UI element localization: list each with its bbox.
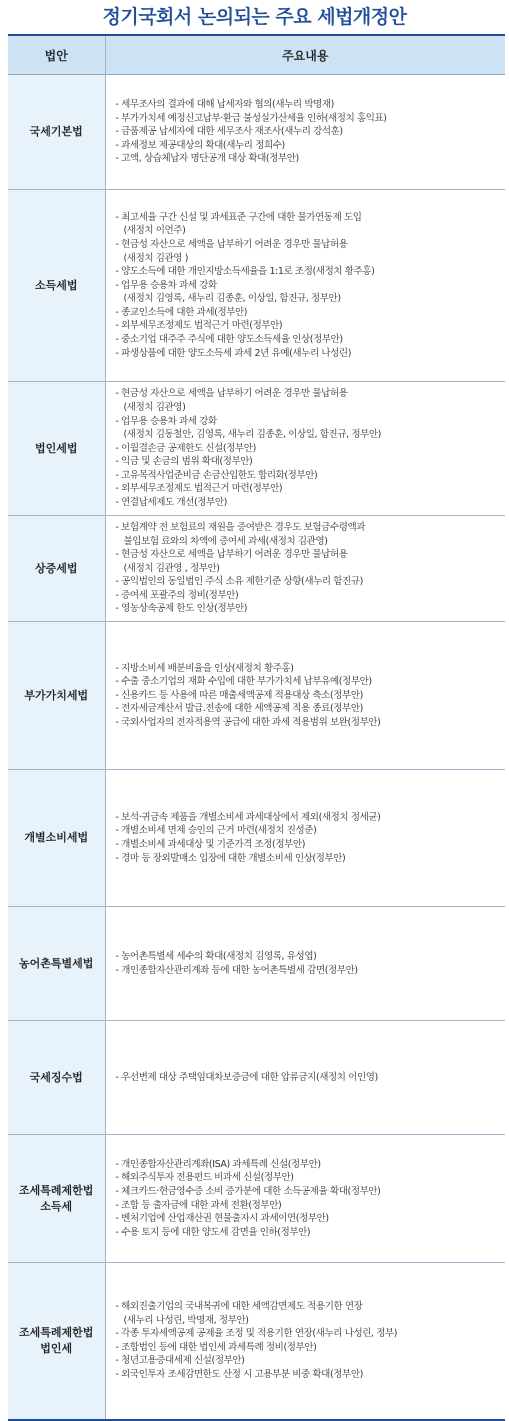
- list-item: - 현금성 자산으로 세액을 납부하기 어려운 경우만 물납허용: [115, 549, 348, 561]
- list-item: - 금품제공 납세자에 대한 세무조사 재조사(새누리 강석훈): [115, 126, 343, 138]
- law-name-cell: [8, 190, 105, 382]
- table-row: [8, 382, 505, 516]
- content-cell: [105, 1135, 505, 1263]
- list-item: (새정치 이언주): [123, 225, 186, 237]
- table-row: [8, 770, 505, 907]
- law-name-cell: [8, 516, 105, 622]
- list-item: - 영농상속공제 한도 인상(정부안): [115, 603, 248, 615]
- list-item: - 조합 등 출자금에 대한 과세 전환(정부안): [115, 1199, 282, 1211]
- list-item: - 공익법인의 동일법인 주식 소유 제한기준 상향(새누리 함진규): [115, 576, 363, 588]
- law-name-cell: [8, 1263, 105, 1420]
- list-item: - 수출 중소기업의 재화 수입에 대한 부가가치세 납부유예(정부안): [115, 676, 372, 688]
- content-column-header: 주요내용: [105, 35, 505, 75]
- list-item: - 청년고용증대세제 신설(정부안): [115, 1355, 245, 1367]
- list-item: - 외부세무조정제도 법적근거 마련(정부안): [115, 320, 283, 332]
- content-cell: [105, 382, 505, 516]
- list-item: - 개인종합자산관리계좌(ISA) 과세특례 신설(정부안): [115, 1158, 321, 1170]
- content-list: [116, 211, 502, 361]
- law-name-cell: [8, 382, 105, 516]
- content-list: [116, 1071, 502, 1085]
- list-item: - 연결납세제도 개선(정부안): [115, 497, 227, 509]
- content-cell: [105, 516, 505, 622]
- list-item: (새정치 김관영 ): [123, 252, 189, 264]
- law-name-line: 조세특례제한법: [19, 1325, 94, 1339]
- table-row: [8, 1135, 505, 1263]
- list-item: - 부가가치세 예정신고납부·환급 불성실가산세율 인하(새정치 홍익표): [115, 112, 387, 124]
- law-name-line: 농어촌특별세법: [19, 956, 94, 970]
- law-column-header: 법안: [8, 35, 105, 75]
- law-name-line: 부가가치세법: [24, 688, 89, 702]
- list-item: - 벤처기업에 산업재산권 현물출자시 과세이연(정부안): [115, 1213, 329, 1225]
- content-cell: [105, 907, 505, 1021]
- law-name-cell: [8, 907, 105, 1021]
- list-item: - 외부세무조정제도 법적근거 마련(정부안): [115, 483, 283, 495]
- content-cell: [105, 622, 505, 770]
- list-item: (새정치 김관영 , 정부안): [123, 562, 220, 574]
- list-item: - 증여세 포괄주의 정비(정부안): [115, 589, 239, 601]
- page-title: 정기국회서 논의되는 주요 세법개정안: [102, 6, 407, 28]
- table-row: [8, 516, 505, 622]
- list-item: (새정치 김동철안, 김영록, 새누리 김종훈, 이상일, 함진규, 정부안): [123, 429, 381, 441]
- list-item: - 양도소득에 대한 개인지방소득세율을 1:1로 조정(새정치 황주홍): [115, 266, 375, 278]
- content-list: [116, 662, 502, 730]
- list-item: - 익금 및 손금의 범위 확대(정부안): [115, 456, 253, 468]
- law-name-cell: [8, 1135, 105, 1263]
- law-name-line: 조세특례제한법: [19, 1183, 94, 1197]
- list-item: - 파생상품에 대한 양도소득세 과세 2년 유예(새누리 나성린): [115, 347, 351, 359]
- list-item: (새정치 김영록, 새누리 김종훈, 이상일, 함진규, 정부안): [123, 293, 341, 305]
- list-item: - 개별소비세 면제 승인의 근거 마련(새정치 진성준): [115, 825, 317, 837]
- tax-bill-table: [8, 34, 505, 1421]
- list-item: - 최고세율 구간 신설 및 과세표준 구간에 대한 물가연동제 도입: [115, 211, 362, 223]
- list-item: - 보석·귀금속 제품을 개별소비세 과세대상에서 제외(새정치 정세균): [115, 811, 381, 823]
- list-item: - 우선변제 대상 주택임대차보증금에 대한 압류금지(새정치 이인영): [115, 1071, 378, 1083]
- law-name-line: 소득세법: [34, 278, 78, 292]
- list-item: - 지방소비세 배분비율을 인상(새정치 황주홍): [115, 662, 294, 674]
- content-cell: [105, 75, 505, 190]
- list-item: - 조합법인 등에 대한 법인세 과세특례 정비(정부안): [115, 1341, 317, 1353]
- list-item: - 종교인소득에 대한 과세(정부안): [115, 306, 248, 318]
- list-item: - 해외주식투자 전용펀드 비과세 신설(정부안): [115, 1172, 294, 1184]
- law-name-line: 개별소비세법: [24, 831, 89, 844]
- law-name-line: 상증세법: [34, 561, 78, 575]
- law-name-line: 소득세: [40, 1199, 73, 1213]
- list-item: - 보험계약 전 보험료의 재원을 증여받은 경우도 보험금수령액과: [115, 521, 366, 533]
- list-item: - 세무조사의 결과에 대해 납세자와 협의(새누리 박명재): [115, 99, 334, 111]
- list-item: - 신용카드 등 사용에 따른 매출세액공제 적용대상 축소(정부안): [115, 689, 363, 701]
- list-item: 불입보험 료와의 차액에 증여세 과세(새정치 김관영): [123, 535, 328, 547]
- content-list: [116, 950, 502, 977]
- list-item: - 각종 투자세액공제 공제율 조정 및 적용기한 연장(새누리 나성린, 정부): [115, 1328, 398, 1340]
- law-name-cell: [8, 75, 105, 190]
- list-item: - 농어촌특별세 세수의 확대(새정치 김영록, 유성엽): [115, 950, 317, 962]
- list-item: - 전자세금계산서 발급.전송에 대한 세액공제 적용 종료(정부안): [115, 703, 363, 715]
- table-row: [8, 1263, 505, 1420]
- law-name-cell: [8, 770, 105, 907]
- table-header-row: [8, 35, 505, 75]
- list-item: - 현금성 자산으로 세액을 납부하기 어려운 경우만 물납허용: [115, 238, 348, 250]
- list-item: - 경마 등 장외발매소 입장에 대한 개별소비세 인상(정부안): [115, 852, 346, 864]
- law-name-line: 법인세법: [34, 441, 78, 455]
- law-name-line: 국세징수법: [29, 1070, 83, 1084]
- list-item: - 업무용 승용차 과세 강화: [115, 279, 217, 291]
- content-list: [116, 1158, 502, 1240]
- list-item: - 중소기업 대주주 주식에 대한 양도소득세율 인상(정부안): [115, 334, 343, 346]
- table-row: [8, 622, 505, 770]
- content-cell: [105, 1263, 505, 1420]
- content-list: [116, 811, 502, 865]
- law-name-line: 국세기본법: [29, 125, 83, 138]
- table-row: [8, 75, 505, 190]
- list-item: - 고액, 상습체납자 명단공개 대상 확대(정부안): [115, 153, 299, 165]
- list-item: - 외국인투자 조세감면한도 산정 시 고용부분 비중 확대(정부안): [115, 1368, 363, 1380]
- law-name-cell: [8, 622, 105, 770]
- list-item: - 국외사업자의 전자적용역 공급에 대한 과세 적용범위 보완(정부안): [115, 716, 381, 728]
- content-list: [116, 1300, 502, 1382]
- table-row: [8, 190, 505, 382]
- list-item: (새누리 나성린, 박명재, 정부안): [123, 1314, 249, 1326]
- content-list: [116, 387, 502, 509]
- list-item: - 개인종합자산관리계좌 등에 대한 농어촌특별세 감면(정부안): [115, 964, 358, 976]
- list-item: - 이월결손금 공제한도 신설(정부안): [115, 442, 256, 454]
- list-item: - 해외진출기업의 국내복귀에 대한 세액감면제도 적용기한 연장: [115, 1300, 363, 1312]
- list-item: - 현금성 자산으로 세액을 납부하기 어려운 경우만 물납허용: [115, 388, 348, 400]
- table-row: [8, 907, 505, 1021]
- list-item: - 수용 토지 등에 대한 양도세 감면율 인하(정부안): [115, 1226, 311, 1238]
- list-item: (새정치 김관영): [123, 401, 186, 413]
- content-list: [116, 98, 502, 166]
- list-item: - 개별소비세 과세대상 및 기준가격 조정(정부안): [115, 839, 306, 850]
- law-name-cell: [8, 1021, 105, 1135]
- content-cell: [105, 770, 505, 907]
- law-name-line: 법인세: [40, 1341, 73, 1355]
- content-cell: [105, 190, 505, 382]
- list-item: - 체크카드·현금영수증 소비 증가분에 대한 소득공제율 확대(정부안): [115, 1185, 381, 1197]
- list-item: - 고유목적사업준비금 손금산입한도 합리화(정부안): [115, 469, 318, 481]
- content-cell: [105, 1021, 505, 1135]
- content-list: [116, 521, 502, 616]
- list-item: - 업무용 승용차 과세 강화: [115, 415, 217, 427]
- list-item: - 과세정보 제공대상의 확대(새누리 정희수): [115, 139, 285, 151]
- table-row: [8, 1021, 505, 1135]
